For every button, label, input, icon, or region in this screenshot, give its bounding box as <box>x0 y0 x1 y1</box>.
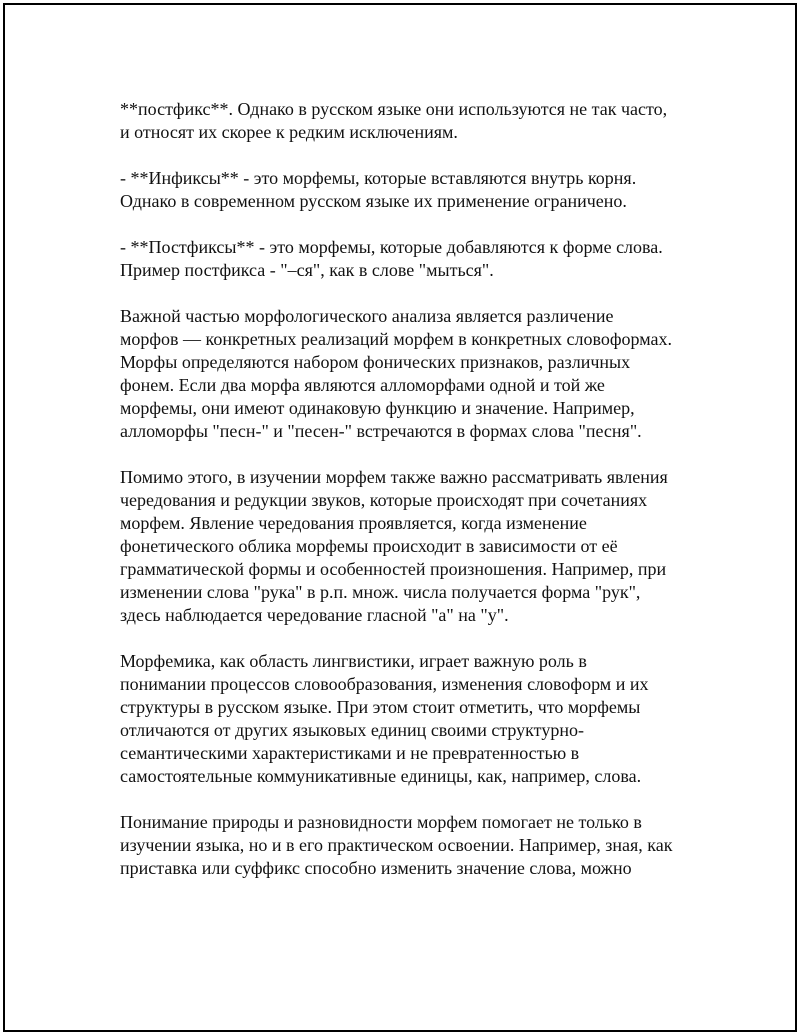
paragraph-alternation: Помимо этого, в изучении морфем также важно рассматривать явления чередования и редукции звуков, которые происходят при сочетаниях морфем. Явление чередования проявляется, когда изменение фонетического облика морфемы происходит в зависимости от её грамматической формы и особенностей произношения. Например, при изменении слова "рука" в р.п. множ. числа получается форма "рук", здесь наблюдается чередование гласной "а" на "у". <box>120 467 668 625</box>
page-frame <box>3 3 797 1032</box>
paragraph-understanding: Понимание природы и разновидности морфем помогает не только в изучении языка, но и в его практическом освоении. Например, зная, как приставка или суффикс способно изменить значение слова, можно <box>120 812 673 878</box>
paragraph-postfix-note: **постфикс**. Однако в русском языке они используются не так часто, и относят их скорее к редким исключениям. <box>120 99 668 142</box>
paragraph-postfixes: - **Постфиксы** - это морфемы, которые добавляются к форме слова. Пример постфикса - "–ся", как в слове "мыться". <box>120 237 663 280</box>
paragraph-morphemics: Морфемика, как область лингвистики, играет важную роль в понимании процессов словообразования, изменения словоформ и их структуры в русском языке. При этом стоит отметить, что морфемы отличаются от других языковых единиц своими структурно- семантическими характеристиками и не превратенностью в самостоятельные коммуникативные единицы, как, например, слова. <box>120 651 649 786</box>
paragraph-morphs: Важной частью морфологического анализа является различение морфов — конкретных реализаций морфем в конкретных словоформах. Морфы определяются набором фонических признаков, различных фонем. Если два морфа являются алломорфами одной и той же морфемы, они имеют одинаковую функцию и значение. Например, алломорфы "песн-" и "песен-" встречаются в формах слова "песня". <box>120 306 673 441</box>
paragraph-infixes: - **Инфиксы** - это морфемы, которые вставляются внутрь корня. Однако в современном русском языке их применение ограничено. <box>120 168 637 211</box>
document-body <box>120 98 720 903</box>
